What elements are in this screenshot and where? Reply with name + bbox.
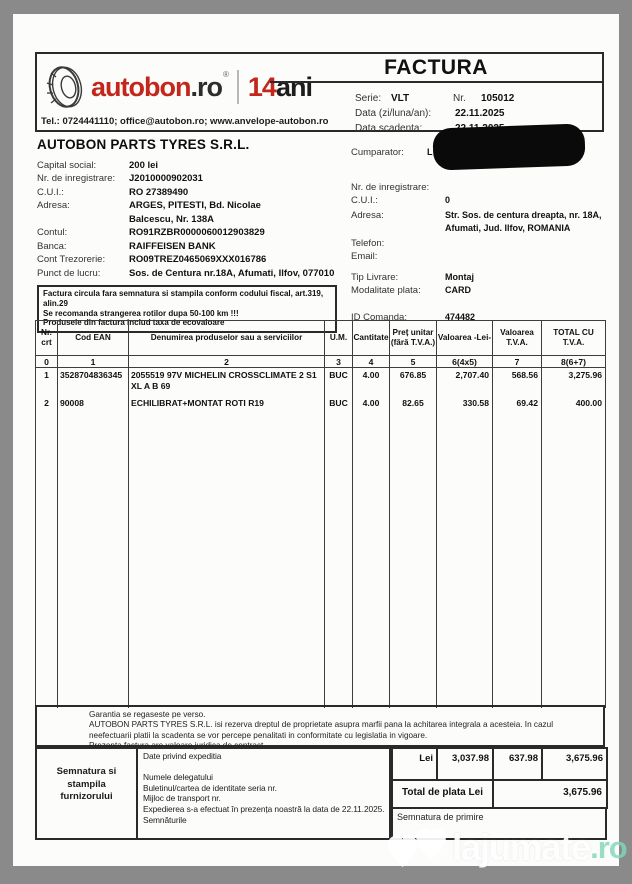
cell: 676.85 bbox=[390, 368, 437, 397]
grand-total-value: 3,675.96 bbox=[492, 779, 608, 809]
note-line: Produsele din factura includ taxa de ecovaloare bbox=[43, 318, 225, 328]
cell: 1 bbox=[36, 368, 58, 397]
buyer-section bbox=[351, 146, 611, 324]
date-value: 22.11.2025 bbox=[455, 108, 505, 119]
column-header: Valoarea -Lei- bbox=[437, 321, 493, 356]
cell: 69.42 bbox=[493, 396, 542, 416]
legal-note-line: AUTOBON PARTS TYRES S.R.L. isi rezerva dreptul de proprietate asupra marfii pana la achitarea integrala a acesteia. In cazul neefectuarii platii la scadenta se vor percepe penalitati in conformitate cu legislatia in vigoare. bbox=[89, 720, 554, 740]
cell: BUC bbox=[325, 396, 353, 416]
item-row bbox=[36, 396, 606, 416]
field-value: Str. Sos. de centura dreapta, nr. 18A, Afumati, Jud. Ilfov, ROMANIA bbox=[445, 209, 602, 233]
table-header-row bbox=[36, 321, 606, 356]
anniversary-number: 14 bbox=[247, 71, 276, 102]
column-header: Denumirea produselor sau a serviciilor bbox=[129, 321, 325, 356]
column-header: U.M. bbox=[325, 321, 353, 356]
watermark-tld: .ro bbox=[590, 830, 627, 865]
serie-value: VLT bbox=[391, 93, 410, 104]
seller-row bbox=[37, 172, 345, 186]
grand-total-row bbox=[391, 779, 608, 809]
item-row bbox=[36, 368, 606, 397]
invoice-title-block bbox=[270, 56, 602, 83]
buyer-row bbox=[351, 237, 611, 251]
logo-divider bbox=[237, 70, 239, 104]
column-header: Preț unitar (fără T.V.A.) bbox=[390, 321, 437, 356]
due-label: Data scadenta: bbox=[355, 123, 423, 134]
anniversary-text: ani bbox=[275, 71, 312, 102]
cell: BUC bbox=[325, 368, 353, 397]
cell: 400.00 bbox=[542, 396, 606, 416]
column-header: Cantitate bbox=[353, 321, 390, 356]
invoice-page bbox=[13, 14, 619, 866]
field-value: ARGES, PITESTI, Bd. Nicolae Balcescu, Nr. 138A bbox=[129, 200, 261, 225]
column-number: 0 bbox=[36, 356, 58, 368]
column-number: 2 bbox=[129, 356, 325, 368]
column-header: Nr. crt bbox=[36, 321, 58, 356]
field-value: CARD bbox=[445, 285, 471, 295]
tire-icon bbox=[43, 63, 89, 111]
receive-signature-cell: Semnatura de primire bbox=[391, 807, 607, 840]
expedition-line: Date privind expeditia bbox=[143, 751, 222, 761]
seller-row bbox=[37, 199, 345, 226]
invoice-date-row bbox=[355, 106, 514, 121]
field-label: Modalitate plata: bbox=[351, 285, 421, 296]
watermark-text: lajumate bbox=[452, 827, 591, 868]
cell: 568.56 bbox=[493, 368, 542, 397]
nr-label: Nr. bbox=[453, 93, 466, 104]
column-number: 3 bbox=[325, 356, 353, 368]
seller-name: AUTOBON PARTS TYRES S.R.L. bbox=[37, 137, 250, 152]
cell: 90008 bbox=[58, 396, 129, 416]
empty-table-body bbox=[36, 416, 606, 708]
seller-row bbox=[37, 226, 345, 240]
field-label: Capital social: bbox=[37, 159, 97, 171]
seller-section bbox=[37, 138, 345, 333]
field-label: Tip Livrare: bbox=[351, 271, 399, 283]
expedition-line: Mijloc de transport nr. bbox=[143, 793, 221, 804]
column-number: 7 bbox=[493, 356, 542, 368]
column-number: 6(4x5) bbox=[437, 356, 493, 368]
date-label: Data (zi/luna/an): bbox=[355, 108, 432, 119]
field-label: Nr. de inregistrare: bbox=[37, 173, 116, 184]
field-value: 474482 bbox=[445, 311, 476, 322]
field-label: ID Comanda: bbox=[351, 311, 407, 323]
expedition-line: Buletinul/cartea de identitate seria nr. bbox=[143, 782, 277, 793]
expedition-line: Expedierea s-a efectuat în prezența noastră la data de 22.11.2025. bbox=[143, 804, 385, 815]
cell: 330.58 bbox=[437, 396, 493, 416]
field-value: RAIFFEISEN BANK bbox=[129, 240, 216, 252]
supplier-signature-cell: Semnatura si stampila furnizorului bbox=[35, 747, 138, 840]
legal-note-line: Garantia se regaseste pe verso. bbox=[89, 710, 206, 719]
currency-label: Lei bbox=[391, 747, 438, 781]
legal-note-line: Prezenta factura are valoare juridica de contract. bbox=[89, 740, 266, 750]
field-value: L bbox=[427, 147, 433, 157]
redaction-mark bbox=[432, 123, 585, 170]
seller-row bbox=[37, 240, 345, 254]
cell: 3528704836345 bbox=[58, 368, 129, 397]
expedition-line: Semnăturile bbox=[143, 814, 187, 825]
field-label: Banca: bbox=[37, 240, 67, 252]
totals-row bbox=[391, 747, 608, 781]
nr-value: 105012 bbox=[481, 93, 515, 104]
cell: 2 bbox=[36, 396, 58, 416]
field-value: 0 bbox=[445, 195, 451, 205]
field-label: Cont Trezorerie: bbox=[37, 254, 106, 265]
field-value: RO09TREZ0465069XXX016786 bbox=[129, 254, 267, 265]
invoice-header-box bbox=[35, 52, 604, 132]
buyer-row bbox=[351, 284, 611, 298]
registered-mark: ® bbox=[223, 70, 229, 79]
field-label: Adresa: bbox=[37, 200, 70, 211]
expedition-line: Numele delegatului bbox=[143, 771, 213, 782]
expedition-blank-line bbox=[143, 762, 389, 772]
items-table bbox=[35, 320, 606, 708]
field-label: C.U.I.: bbox=[351, 195, 378, 206]
brand-name: autobon bbox=[91, 71, 191, 102]
grand-total-label: Total de plata Lei bbox=[391, 779, 494, 809]
total-vat-value: 637.98 bbox=[492, 747, 543, 781]
field-label: Cumparator: bbox=[351, 147, 404, 158]
cell: 2,707.40 bbox=[437, 368, 493, 397]
company-contact-line: Tel.: 0724441110; office@autobon.ro; www.anvelope-autobon.ro bbox=[41, 116, 329, 127]
field-label: Nr. de inregistrare: bbox=[351, 181, 430, 193]
cell: 3,275.96 bbox=[542, 368, 606, 397]
field-value: Sos. de Centura nr.18A, Afumati, Ilfov, 077010 bbox=[129, 267, 335, 279]
note-line: Se recomanda strangerea rotilor dupa 50-100 km !!! bbox=[43, 308, 239, 318]
serie-label: Serie: bbox=[355, 93, 382, 104]
field-value: RO 27389490 bbox=[129, 186, 189, 198]
seller-row bbox=[37, 267, 345, 281]
column-header: TOTAL CU T.V.A. bbox=[542, 321, 606, 356]
column-number: 4 bbox=[353, 356, 390, 368]
total-base-value: 3,037.98 bbox=[436, 747, 494, 781]
cell: 4.00 bbox=[353, 396, 390, 416]
cell: 82.65 bbox=[390, 396, 437, 416]
field-value: Montaj bbox=[445, 271, 474, 282]
column-number: 1 bbox=[58, 356, 129, 368]
cell: 4.00 bbox=[353, 368, 390, 397]
field-label: Adresa: bbox=[351, 209, 384, 221]
field-value: J2010000902031 bbox=[129, 173, 203, 184]
seller-row bbox=[37, 253, 345, 267]
field-value: 200 lei bbox=[129, 159, 159, 171]
seller-row bbox=[37, 159, 345, 173]
buyer-row bbox=[351, 209, 611, 236]
cell: 2055519 97V MICHELIN CROSSCLIMATE 2 S1 XL A B 69 bbox=[129, 368, 325, 397]
field-label: Telefon: bbox=[351, 237, 385, 249]
lajumate-watermark bbox=[386, 824, 627, 872]
buyer-row bbox=[351, 271, 611, 285]
field-label: Punct de lucru: bbox=[37, 267, 101, 279]
column-number: 5 bbox=[390, 356, 437, 368]
seller-row bbox=[37, 186, 345, 200]
buyer-row bbox=[351, 194, 611, 208]
expedition-cell bbox=[138, 747, 391, 840]
field-label: C.U.I.: bbox=[37, 186, 64, 198]
total-with-vat-value: 3,675.96 bbox=[541, 747, 608, 781]
column-header: Valoarea T.V.A. bbox=[493, 321, 542, 356]
cell: ECHILIBRAT+MONTAT ROTI R19 bbox=[129, 396, 325, 416]
column-number: 8(6+7) bbox=[542, 356, 606, 368]
buyer-row bbox=[351, 250, 611, 264]
field-label: Email: bbox=[351, 251, 378, 262]
note-line: Factura circula fara semnatura si stampila conform codului fiscal, art.319, alin.29 bbox=[43, 289, 324, 308]
column-header: Cod EAN bbox=[58, 321, 129, 356]
invoice-serie-row bbox=[355, 91, 514, 106]
table-numbering-row bbox=[36, 356, 606, 368]
brand-tld: .ro bbox=[190, 71, 222, 102]
legal-notes-box bbox=[35, 705, 605, 750]
field-value: RO91RZBR0000060012903829 bbox=[129, 227, 265, 238]
invoice-title: FACTURA bbox=[384, 56, 488, 79]
buyer-row bbox=[351, 181, 611, 195]
double-heart-icon bbox=[386, 824, 450, 872]
field-label: Contul: bbox=[37, 227, 68, 238]
